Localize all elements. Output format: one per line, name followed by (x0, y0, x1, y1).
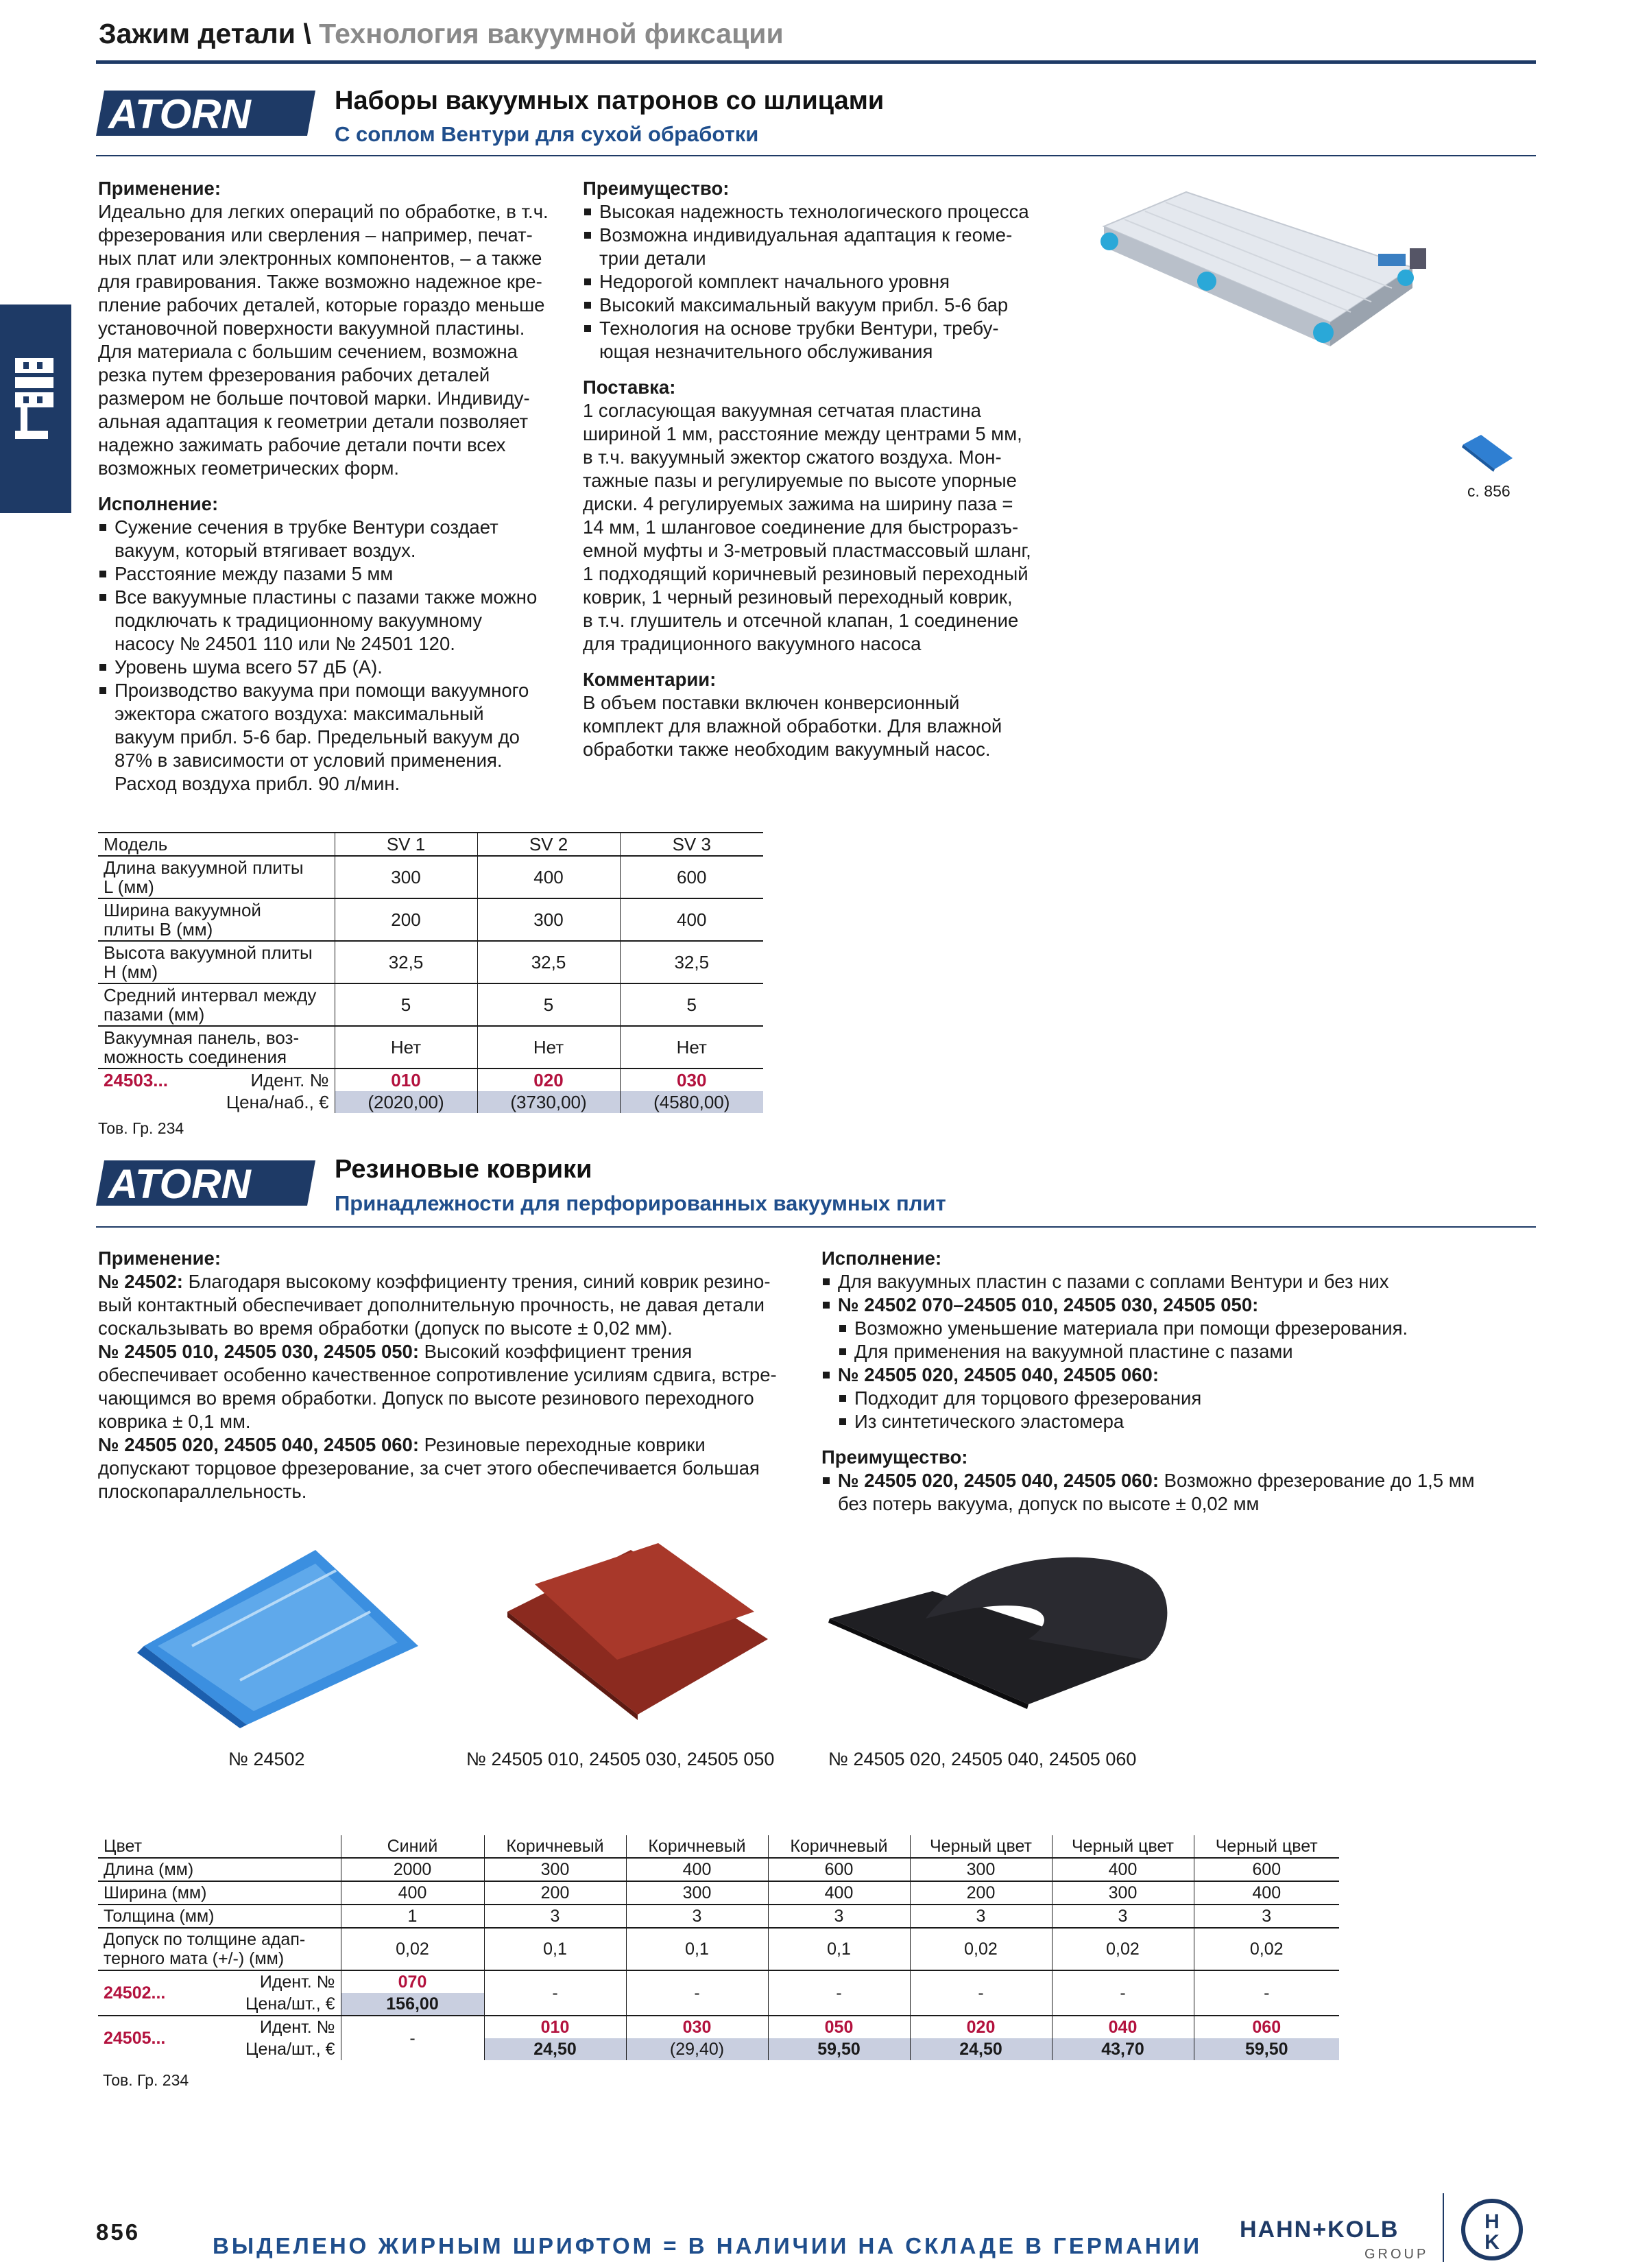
table-cell: 300 (626, 1881, 768, 1905)
table-cell: 32,5 (620, 941, 763, 983)
table-header-cell: Черный цвет (910, 1835, 1052, 1858)
execution-subitem: Из синтетического эластомера (821, 1410, 1541, 1433)
atorn-logo (96, 1159, 319, 1211)
subsection-title: Технология вакуумной фиксации (319, 18, 784, 49)
section-side-tab (0, 305, 71, 513)
advantage-item: № 24505 020, 24505 040, 24505 060: Возможно фрезерование до 1,5 мм без потерь вакуума, допуск по высоте ± 0,02 мм (821, 1469, 1541, 1516)
comments-text (583, 691, 1076, 761)
article-prefix: 24505... (104, 2029, 166, 2048)
table-row (98, 1026, 763, 1069)
execution-item: Производство вакуума при помощи вакуумного эжектора сжатого воздуха: максимальный вакуум прибл. 5-6 бар. Предельный вакуум до 87% в зависимости от условий применения. Расход воздуха прибл. 90 л/мин. (98, 679, 564, 796)
text-line: емной муфты и 3-метровый пластмассовый шланг, (583, 540, 1031, 561)
price-value: 59,50 (768, 2038, 910, 2060)
table-cell: Нет (620, 1026, 763, 1069)
table-cell: 0,02 (910, 1928, 1052, 1970)
table-cell: 200 (335, 898, 477, 941)
execution-item: Сужение сечения в трубке Вентури создает вакуум, который втягивает воздух. (98, 516, 564, 562)
text-line: 14 мм, 1 шланговое соединение для быстроразъ- (583, 516, 1019, 538)
table-cell: 0,02 (341, 1928, 484, 1970)
empty-cell: - (768, 1970, 910, 2016)
advantage-heading: Преимущество: (583, 178, 730, 199)
svg-text:ATORN: ATORN (108, 1161, 251, 1207)
mat-caption: № 24502 (228, 1749, 305, 1769)
execution-group: № 24505 020, 24505 040, 24505 060: (821, 1363, 1541, 1387)
advantage-list (821, 1469, 1541, 1516)
table-header-cell: SV 3 (620, 833, 763, 856)
table-header-cell: Черный цвет (1052, 1835, 1194, 1858)
product1-rule (96, 155, 1536, 156)
table-row (98, 941, 763, 983)
article-prefix (98, 1069, 335, 1091)
header-separator: \ (303, 18, 311, 49)
price-value: (3730,00) (477, 1091, 620, 1113)
ident-number: 020 (477, 1069, 620, 1091)
table-cell: 5 (335, 983, 477, 1026)
empty-cell: - (1052, 1970, 1194, 2016)
hahn-kolb-seal-icon (1460, 2198, 1524, 2261)
ident-number: 020 (910, 2016, 1052, 2038)
ident-number: 010 (335, 1069, 477, 1091)
table-cell: 3 (768, 1905, 910, 1928)
delivery-heading: Поставка: (583, 377, 676, 398)
table-cell: 5 (620, 983, 763, 1026)
table-row (98, 856, 763, 898)
execution-list (98, 516, 564, 796)
price-value: 24,50 (910, 2038, 1052, 2060)
logo-divider (1443, 2193, 1444, 2262)
product1-spec-table (98, 832, 763, 1113)
application-text (98, 1270, 797, 1503)
ident-number: 050 (768, 2016, 910, 2038)
table-cell: 400 (1194, 1881, 1339, 1905)
execution-item: Уровень шума всего 57 дБ (A). (98, 656, 564, 679)
ident-label: Идент. № (259, 2018, 335, 2037)
mat-caption: № 24505 020, 24505 040, 24505 060 (828, 1749, 1137, 1769)
table-header-cell: Коричневый (626, 1835, 768, 1858)
product1-subtitle: С соплом Вентури для сухой обработки (335, 122, 759, 146)
table-cell: 300 (477, 898, 620, 941)
article-row (98, 1970, 1339, 1993)
vacuum-plate-image (1083, 165, 1426, 391)
advantage-item: Недорогой комплект начального уровня (583, 270, 1076, 294)
table-header-cell: Черный цвет (1194, 1835, 1339, 1858)
product2-title: Резиновые коврики (335, 1155, 592, 1184)
table-cell: 300 (484, 1858, 626, 1881)
table-cell: 3 (1194, 1905, 1339, 1928)
ident-label: Идент. № (250, 1070, 329, 1090)
row-label: Средний интервал между пазами (мм) (98, 983, 335, 1026)
advantage-item: Возможна индивидуальная адаптация к геоме- трии детали (583, 224, 1076, 270)
table-cell: 600 (620, 856, 763, 898)
table-cell: 400 (626, 1858, 768, 1881)
application-paragraph: № 24502: Благодаря высокому коэффициенту трения, синий коврик резино- вый контактный обеспечивает дополнительную прочность, не давая детали соскальзывать во время обработки (допуск по высоте ± 0,02 мм). (98, 1271, 771, 1339)
table-cell: 600 (768, 1858, 910, 1881)
table-row (98, 1928, 1339, 1970)
delivery-text (583, 399, 1076, 656)
header-rule (96, 60, 1536, 64)
advantage-heading: Преимущество: (821, 1446, 968, 1468)
ident-number: 030 (620, 1069, 763, 1091)
brown-rubber-mat-image (494, 1543, 782, 1728)
text-line: Для материала с большим сечением, возможна (98, 341, 518, 362)
table-cell: 0,02 (1194, 1928, 1339, 1970)
table-header-cell: Коричневый (768, 1835, 910, 1858)
application-ref: № 24505 020, 24505 040, 24505 060: (98, 1434, 419, 1455)
execution-item: Для вакуумных пластин с пазами с соплами Вентури и без них (821, 1270, 1541, 1293)
svg-text:K: K (1484, 2231, 1500, 2254)
execution-subitem: Подходит для торцового фрезерования (821, 1387, 1541, 1410)
table-header-row (98, 1835, 1339, 1858)
empty-cell: - (910, 1970, 1052, 2016)
table-header-cell: Синий (341, 1835, 484, 1858)
price-value: 59,50 (1194, 2038, 1339, 2060)
page-header (99, 18, 784, 50)
table-cell: 0,1 (768, 1928, 910, 1970)
article-row (98, 2016, 1339, 2038)
price-value: 156,00 (341, 1993, 484, 2016)
application-text (98, 200, 564, 480)
table-cell: Нет (477, 1026, 620, 1069)
table-cell: 400 (768, 1881, 910, 1905)
product2-spec-table (98, 1835, 1339, 2060)
table-header-row (98, 833, 763, 856)
table-cell: 5 (477, 983, 620, 1026)
text-line: комплект для влажной обработки. Для влажной (583, 715, 1002, 737)
table-cell: Нет (335, 1026, 477, 1069)
application-ref: № 24502: (98, 1271, 183, 1292)
row-label: Длина вакуумной плиты L (мм) (98, 856, 335, 898)
row-label: Длина (мм) (98, 1858, 341, 1881)
table-cell: 1 (341, 1905, 484, 1928)
application-paragraph: № 24505 010, 24505 030, 24505 050: Высокий коэффициент трения обеспечивает особенно качественное сопротивление усилиям сдвига, встре- чающимся во время обработки. Допуск по высоте резинового переходного коврика ± 0,1 мм. (98, 1341, 777, 1432)
text-line: Идеально для легких операций по обработке, в т.ч. (98, 201, 549, 222)
application-heading: Применение: (98, 1248, 221, 1269)
execution-list (821, 1270, 1541, 1433)
atorn-logo (96, 89, 319, 141)
group-label: GROUP (1364, 2247, 1429, 2262)
text-line: шириной 1 мм, расстояние между центрами 5 мм, (583, 423, 1022, 444)
price-label: Цена/шт., € (197, 1993, 341, 2016)
table-cell: 300 (1052, 1881, 1194, 1905)
table-header-cell: Цвет (98, 1835, 341, 1858)
text-line: возможных геометрических форм. (98, 457, 399, 479)
ident-number: 010 (484, 2016, 626, 2038)
text-line: диски. 4 регулируемых зажима на ширину паза = (583, 493, 1013, 514)
text-line: пление рабочих деталей, которые гораздо меньше (98, 294, 545, 315)
text-line: размером не больше почтовой марки. Индивиду- (98, 387, 530, 409)
execution-group: № 24502 070–24505 010, 24505 030, 24505 050: (821, 1293, 1541, 1317)
table-row (98, 983, 763, 1026)
empty-cell: - (341, 2016, 484, 2060)
table-cell: 300 (910, 1858, 1052, 1881)
text-line: 1 подходящий коричневый резиновый переходный (583, 563, 1028, 584)
row-label: Ширина (мм) (98, 1881, 341, 1905)
execution-subitem: Возможно уменьшение материала при помощи фрезерования. (821, 1317, 1541, 1340)
ident-row (98, 1069, 763, 1091)
table-cell: 3 (626, 1905, 768, 1928)
mat-caption: № 24505 010, 24505 030, 24505 050 (466, 1749, 775, 1769)
clamp-icon (0, 305, 71, 513)
table-row (98, 898, 763, 941)
product1-middle-column (583, 177, 1076, 761)
execution-heading: Исполнение: (821, 1248, 942, 1269)
price-row (98, 1091, 763, 1113)
table-cell: 200 (484, 1881, 626, 1905)
svg-text:H: H (1484, 2210, 1500, 2233)
hahn-kolb-logo-text: HAHN+KOLB (1240, 2217, 1399, 2243)
text-line: тажные пазы и регулируемые по высоте упорные (583, 470, 1017, 491)
execution-heading: Исполнение: (98, 493, 219, 514)
text-line: для традиционного вакуумного насоса (583, 633, 922, 654)
application-heading: Применение: (98, 178, 221, 199)
text-line: 1 согласующая вакуумная сетчатая пластина (583, 400, 981, 421)
product1-group-note: Тов. Гр. 234 (98, 1119, 184, 1137)
table-header-cell: Коричневый (484, 1835, 626, 1858)
comments-heading: Комментарии: (583, 669, 717, 690)
ident-number: 060 (1194, 2016, 1339, 2038)
text-line: фрезерования или сверления – например, печат- (98, 224, 533, 246)
price-label: Цена/наб., € (226, 1092, 329, 1112)
text-line: в т.ч. вакуумный эжектор сжатого воздуха. Мон- (583, 446, 1002, 468)
text-line: резка путем фрезерования рабочих деталей (98, 364, 490, 385)
ident-number: 040 (1052, 2016, 1194, 2038)
table-row (98, 1881, 1339, 1905)
text-line: установочной поверхности вакуумной пластины. (98, 318, 525, 339)
product2-right-column (821, 1247, 1541, 1516)
application-ref: № 24505 010, 24505 030, 24505 050: (98, 1341, 419, 1362)
text-line: обработки также необходим вакуумный насос. (583, 739, 991, 760)
row-label: Толщина (мм) (98, 1905, 341, 1928)
svg-text:ATORN: ATORN (108, 91, 251, 137)
table-cell: 400 (620, 898, 763, 941)
text-line: альная адаптация к геометрии детали позволяет (98, 411, 529, 432)
text-line: в т.ч. глушитель и отсечной клапан, 1 соединение (583, 610, 1019, 631)
text-line: коврик, 1 черный резиновый переходный коврик, (583, 586, 1013, 608)
table-cell: 300 (335, 856, 477, 898)
advantage-item: Высокий максимальный вакуум прибл. 5-6 бар (583, 294, 1076, 317)
price-value: 43,70 (1052, 2038, 1194, 2060)
empty-cell: - (1194, 1970, 1339, 2016)
price-value: (4580,00) (620, 1091, 763, 1113)
table-cell: 32,5 (335, 941, 477, 983)
product1-title: Наборы вакуумных патронов со шлицами (335, 86, 885, 115)
table-header-cell: Модель (98, 833, 335, 856)
table-cell: 3 (1052, 1905, 1194, 1928)
table-cell: 400 (1052, 1858, 1194, 1881)
execution-subitem: Для применения на вакуумной пластине с пазами (821, 1340, 1541, 1363)
table-cell: 32,5 (477, 941, 620, 983)
advantage-item: Технология на основе трубки Вентури, требу- ющая незначительного обслуживания (583, 317, 1076, 363)
ident-label: Идент. № (259, 1972, 335, 1992)
table-cell: 200 (910, 1881, 1052, 1905)
application-paragraph: № 24505 020, 24505 040, 24505 060: Резиновые переходные коврики допускают торцовое фрезерование, за счет этого обеспечивается большая плоскопараллельность. (98, 1434, 760, 1502)
article-prefix: 24502... (98, 1970, 197, 2016)
black-rubber-mat-image (823, 1536, 1179, 1715)
rubber-mat-thumbnail (1460, 431, 1515, 472)
page-reference: с. 856 (1467, 482, 1511, 500)
stock-note: ВЫДЕЛЕНО ЖИРНЫМ ШРИФТОМ = В НАЛИЧИИ НА СКЛАДЕ В ГЕРМАНИИ (213, 2233, 1203, 2258)
product2-rule (96, 1226, 1536, 1228)
blue-rubber-mat-image (137, 1543, 425, 1728)
price-row (98, 2038, 1339, 2060)
text-line: ных плат или электронных компонентов, – а также (98, 248, 542, 269)
price-value: (29,40) (626, 2038, 768, 2060)
table-header-cell: SV 1 (335, 833, 477, 856)
empty-cell: - (626, 1970, 768, 2016)
price-value: 24,50 (484, 2038, 626, 2060)
article-number: 24503... (104, 1070, 168, 1090)
text-line: надежно зажимать рабочие детали почти всех (98, 434, 506, 455)
table-cell: 0,02 (1052, 1928, 1194, 1970)
text-line: для гравирования. Также возможно надежное кре- (98, 271, 542, 292)
table-cell: 3 (484, 1905, 626, 1928)
execution-item: Расстояние между пазами 5 мм (98, 562, 564, 586)
table-cell: 600 (1194, 1858, 1339, 1881)
table-cell: 3 (910, 1905, 1052, 1928)
table-cell: 400 (341, 1881, 484, 1905)
row-label: Допуск по толщине адап- терного мата (+/-) (мм) (98, 1928, 341, 1970)
table-row (98, 1905, 1339, 1928)
empty-cell: - (484, 1970, 626, 2016)
section-title: Зажим детали (99, 18, 296, 49)
table-cell: 400 (477, 856, 620, 898)
advantage-list (583, 200, 1076, 363)
table-row (98, 1858, 1339, 1881)
ident-number: 030 (626, 2016, 768, 2038)
table-cell: 0,1 (484, 1928, 626, 1970)
table-cell: 2000 (341, 1858, 484, 1881)
product2-left-column (98, 1247, 797, 1503)
product2-group-note: Тов. Гр. 234 (103, 2071, 189, 2089)
row-label: Вакуумная панель, воз- можность соединения (98, 1026, 335, 1069)
execution-item: Все вакуумные пластины с пазами также можно подключать к традиционному вакуумному насосу № 24501 110 или № 24501 120. (98, 586, 564, 656)
page-number: 856 (96, 2219, 141, 2245)
table-header-cell: SV 2 (477, 833, 620, 856)
row-label: Ширина вакуумной плиты B (мм) (98, 898, 335, 941)
table-cell: 0,1 (626, 1928, 768, 1970)
ident-number: 070 (341, 1970, 484, 1993)
product2-subtitle: Принадлежности для перфорированных вакуумных плит (335, 1191, 946, 1215)
price-label: Цена/шт., € (245, 2040, 335, 2059)
row-label: Высота вакуумной плиты H (мм) (98, 941, 335, 983)
text-line: В объем поставки включен конверсионный (583, 692, 960, 713)
product1-left-column (98, 177, 564, 796)
price-value: (2020,00) (335, 1091, 477, 1113)
advantage-item: Высокая надежность технологического процесса (583, 200, 1076, 224)
